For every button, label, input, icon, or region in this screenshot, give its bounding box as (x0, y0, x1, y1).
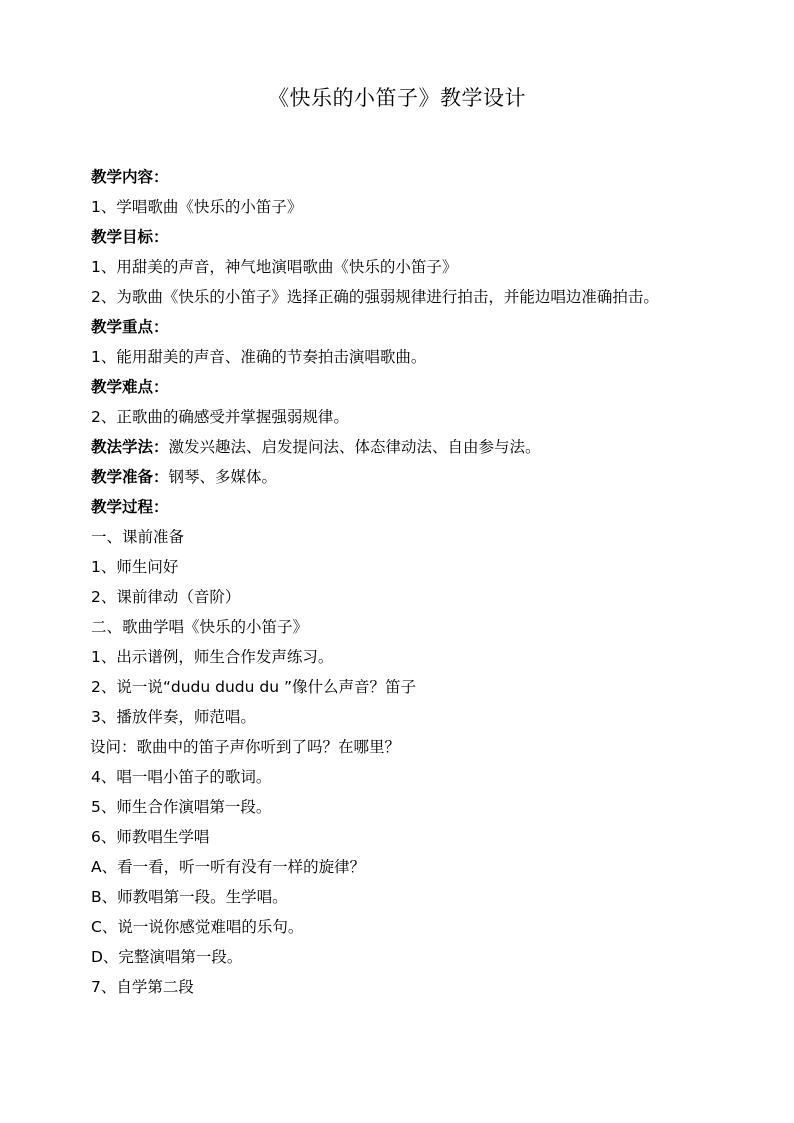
process-substep: C、说一说你感觉难唱的乐句。 (91, 918, 304, 936)
process-substep: D、完整演唱第一段。 (91, 948, 243, 966)
process-step: 3、播放伴奏，师范唱。 (91, 708, 256, 726)
prep-line (91, 462, 711, 492)
prep-text: 钢琴、多媒体。 (168, 468, 278, 486)
goal-item: 2、为歌曲《快乐的小笛子》选择正确的强弱规律进行拍击，并能边唱边准确拍击。 (91, 288, 659, 306)
prep-label: 教学准备： (91, 468, 169, 486)
methods-text: 激发兴趣法、启发提问法、体态律动法、自由参与法。 (168, 438, 541, 456)
process-step: 1、师生问好 (91, 558, 179, 576)
keypoints-heading: 教学重点： (91, 318, 169, 336)
process-step: 2、说一说“dudu dudu du ”像什么声音？笛子 (91, 678, 417, 696)
process-question: 设问：歌曲中的笛子声你听到了吗？在哪里？ (90, 738, 401, 756)
process-step: 5、师生合作演唱第一段。 (91, 798, 272, 816)
process-substep: A、看一看，听一听有没有一样的旋律？ (91, 858, 366, 876)
document-body (91, 162, 711, 1002)
content-heading: 教学内容： (91, 168, 169, 186)
process-step: 4、唱一唱小笛子的歌词。 (91, 768, 272, 786)
process-step: 1、出示谱例，师生合作发声练习。 (91, 648, 334, 666)
goals-heading: 教学目标： (91, 228, 169, 246)
process-step: 二、歌曲学唱《快乐的小笛子》 (91, 618, 309, 636)
process-step: 一、课前准备 (91, 528, 185, 546)
process-step: 7、自学第二段 (91, 978, 194, 996)
goal-item: 1、用甜美的声音，神气地演唱歌曲《快乐的小笛子》 (91, 258, 458, 276)
methods-line (91, 432, 711, 462)
process-step: 6、师教唱生学唱 (91, 828, 210, 846)
document-title: 《快乐的小笛子》教学设计 (268, 86, 526, 110)
process-substep: B、师教唱第一段。生学唱。 (91, 888, 288, 906)
methods-label: 教法学法： (91, 438, 169, 456)
content-item: 1、学唱歌曲《快乐的小笛子》 (91, 198, 303, 216)
difficulty-item: 2、正歌曲的确感受并掌握强弱规律。 (91, 408, 349, 426)
keypoint-item: 1、能用甜美的声音、准确的节奏拍击演唱歌曲。 (91, 348, 427, 366)
process-step: 2、课前律动（音阶） (91, 588, 241, 606)
difficulty-heading: 教学难点： (91, 378, 169, 396)
process-heading: 教学过程： (91, 498, 169, 516)
